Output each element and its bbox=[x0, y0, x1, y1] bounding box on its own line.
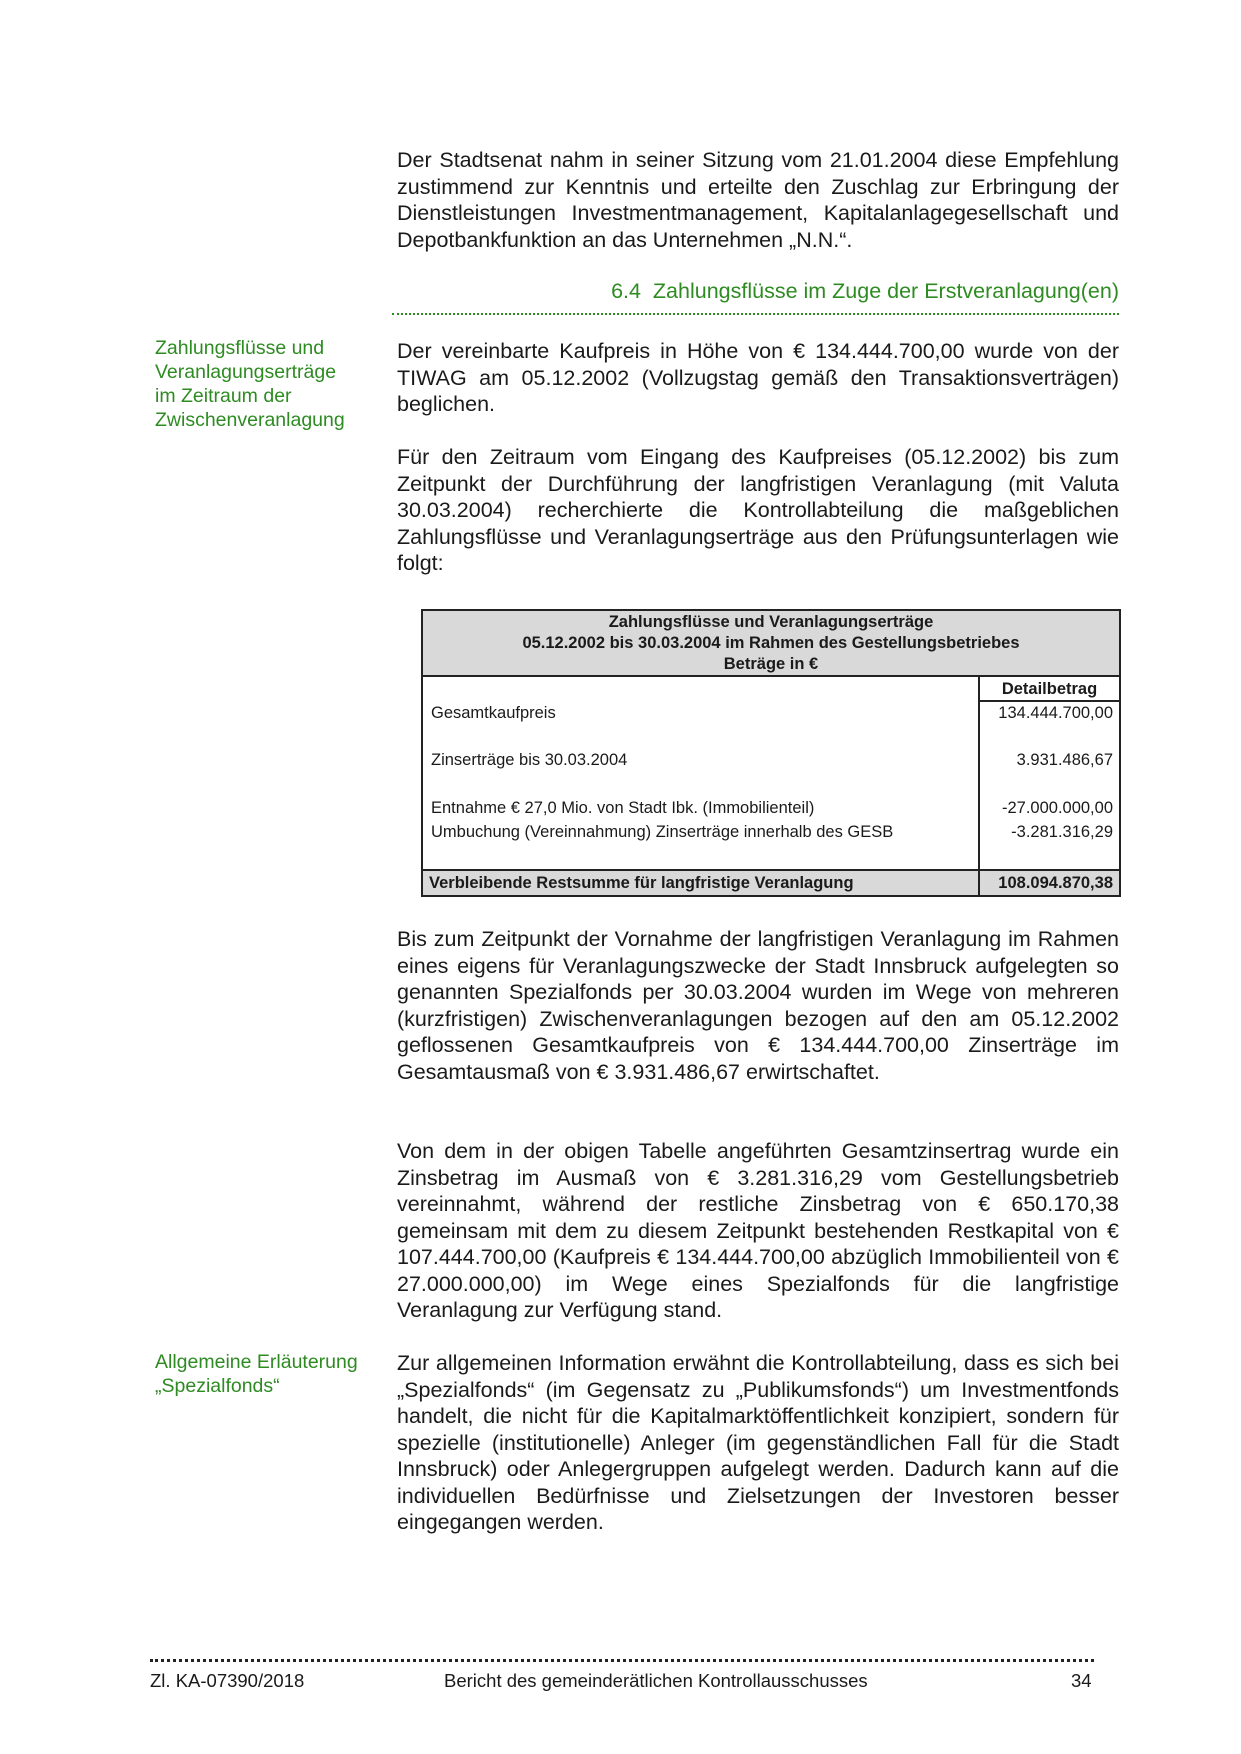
table-total-value: 108.094.870,38 bbox=[998, 874, 1113, 892]
section-heading bbox=[392, 279, 1119, 315]
margin-note-spezialfonds: Allgemeine Erläuterung „Spezialfonds“ bbox=[155, 1351, 358, 1397]
paragraph-stadtsenat: Der Stadtsenat nahm in seiner Sitzung vom 21.01.2004 diese Empfehlung zustimmend zur Kenntnis und erteilte den Zuschlag zur Erbringung der Dienstleistungen Investmentmanagement, Kapitalanlagegesellschaft und Depotbankfunktion an das Unternehmen „N.N.“. bbox=[397, 148, 1119, 252]
paragraph-zwischenveranlagung: Bis zum Zeitpunkt der Vornahme der langfristigen Veranlagung im Rahmen eines eigens für Veranlagungszwecke der Stadt Innsbruck aufgelegten so genannten Spezialfonds per 30.03.2004 wurden im Wege von mehreren (kurzfristigen) Zwischenveranlagungen bezogen auf den am 05.12.2002 geflossenen Gesamtkaufpreis von € 134.444.700,00 Zinserträge im Gesamtausmaß von € 3.931.486,67 erwirtschaftet. bbox=[397, 927, 1119, 1084]
table-row-value: 3.931.486,67 bbox=[1016, 751, 1113, 769]
table-row-label: Gesamtkaufpreis bbox=[431, 704, 556, 722]
paragraph-kaufpreis: Der vereinbarte Kaufpreis in Höhe von € 134.444.700,00 wurde von der TIWAG am 05.12.2002 (Vollzugstag gemäß den Transaktionsverträgen) beglichen. bbox=[397, 339, 1119, 416]
footer-title: Bericht des gemeinderätlichen Kontrollausschusses bbox=[444, 1670, 868, 1691]
table-row-value: -3.281.316,29 bbox=[1011, 823, 1113, 841]
page-number: 34 bbox=[1071, 1670, 1092, 1691]
table-row-label: Zinserträge bis 30.03.2004 bbox=[431, 751, 628, 769]
table-row-label: Entnahme € 27,0 Mio. von Stadt Ibk. (Immobilienteil) bbox=[431, 799, 815, 817]
table-row-value: -27.000.000,00 bbox=[1001, 799, 1113, 817]
table-row-label: Umbuchung (Vereinnahmung) Zinserträge innerhalb des GESB bbox=[431, 823, 894, 841]
margin-note-zahlungsfluesse: Zahlungsflüsse und Veranlagungserträge im Zeitraum der Zwischenveranlagung bbox=[155, 337, 345, 431]
footer-reference: Zl. KA-07390/2018 bbox=[150, 1670, 305, 1691]
paragraph-zeitraum: Für den Zeitraum vom Eingang des Kaufpreises (05.12.2002) bis zum Zeitpunkt der Durchführung der langfristigen Veranlagung (mit Valuta 30.03.2004) recherchierte die Kontrollabteilung die maßgeblichen Zahlungsflüsse und Veranlagungserträge aus den Prüfungsunterlagen wie folgt: bbox=[397, 445, 1119, 575]
column-header-detailbetrag: Detailbetrag bbox=[980, 677, 1119, 702]
section-number: 6.4 bbox=[611, 279, 641, 303]
paragraph-spezialfonds: Zur allgemeinen Information erwähnt die Kontrollabteilung, dass es sich bei „Spezialfonds“ (im Gegensatz zu „Publikumsfonds“) um Investmentfonds handelt, die nicht für die Kapitalmarktöffentlichkeit konzipiert, sondern für spezielle (institutionelle) Anleger (im gegenständlichen Fall für die Stadt Innsbruck) oder Anlegergruppen aufgelegt werden. Dadurch kann auf die individuellen Bedürfnisse und Zielsetzungen der Investoren besser eingegangen werden. bbox=[397, 1351, 1119, 1534]
table-title: Zahlungsflüsse und Veranlagungserträge 05.12.2002 bis 30.03.2004 im Rahmen des Gestellungsbetriebes Beträge in € bbox=[423, 611, 1119, 677]
table-total-label: Verbleibende Restsumme für langfristige Veranlagung bbox=[429, 874, 854, 892]
table-total-row bbox=[423, 869, 1119, 895]
footer-divider bbox=[150, 1659, 1094, 1662]
payment-flow-table bbox=[421, 609, 1121, 897]
paragraph-gesamtzinsertrag: Von dem in der obigen Tabelle angeführten Gesamtzinsertrag wurde ein Zinsbetrag im Ausmaß von € 3.281.316,29 vom Gestellungsbetrieb vereinnahmt, während der restliche Zinsbetrag von € 650.170,38 gemeinsam mit dem zu diesem Zeitpunkt bestehenden Restkapital von € 107.444.700,00 (Kaufpreis € 134.444.700,00 abzüglich Immobilienteil von € 27.000.000,00) im Wege eines Spezialfonds für die langfristige Veranlagung zur Verfügung stand. bbox=[397, 1139, 1119, 1322]
section-title: Zahlungsflüsse im Zuge der Erstveranlagung(en) bbox=[652, 279, 1119, 303]
table-row-value: 134.444.700,00 bbox=[998, 704, 1113, 722]
